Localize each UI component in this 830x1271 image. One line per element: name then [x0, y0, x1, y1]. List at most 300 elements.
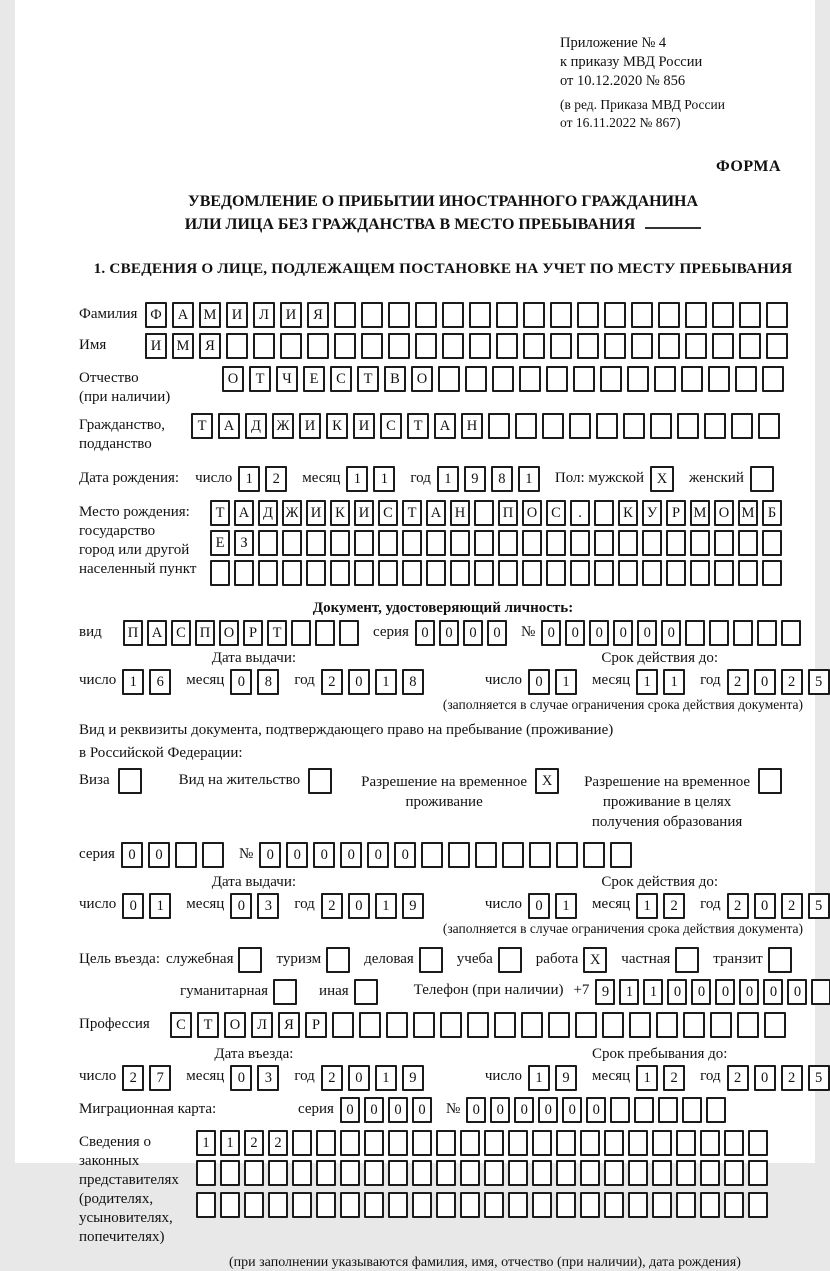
filled-cell[interactable]: Т: [197, 1012, 219, 1038]
empty-cell[interactable]: [220, 1192, 240, 1218]
filled-cell[interactable]: 1: [375, 669, 397, 695]
empty-cell[interactable]: [307, 333, 329, 359]
empty-cell[interactable]: [766, 302, 788, 328]
empty-cell[interactable]: [469, 302, 491, 328]
empty-cell[interactable]: [714, 560, 734, 586]
empty-cell[interactable]: [469, 333, 491, 359]
empty-cell[interactable]: [238, 947, 262, 973]
filled-cell[interactable]: 1: [643, 979, 663, 1005]
empty-cell[interactable]: [666, 530, 686, 556]
empty-cell[interactable]: [498, 947, 522, 973]
empty-cell[interactable]: [426, 560, 446, 586]
empty-cell[interactable]: [450, 560, 470, 586]
empty-cell[interactable]: [580, 1130, 600, 1156]
filled-cell[interactable]: С: [378, 500, 398, 526]
empty-cell[interactable]: [714, 530, 734, 556]
filled-cell[interactable]: 2: [321, 669, 343, 695]
filled-cell[interactable]: 0: [340, 1097, 360, 1123]
empty-cell[interactable]: [685, 620, 705, 646]
filled-cell[interactable]: 0: [754, 893, 776, 919]
checked-cell[interactable]: X: [583, 947, 607, 973]
empty-cell[interactable]: [426, 530, 446, 556]
filled-cell[interactable]: Ф: [145, 302, 167, 328]
filled-cell[interactable]: 0: [661, 620, 681, 646]
empty-cell[interactable]: [460, 1130, 480, 1156]
empty-cell[interactable]: [498, 560, 518, 586]
empty-cell[interactable]: [118, 768, 142, 794]
empty-cell[interactable]: [573, 366, 595, 392]
empty-cell[interactable]: [604, 1160, 624, 1186]
empty-cell[interactable]: [618, 560, 638, 586]
filled-cell[interactable]: 2: [663, 893, 685, 919]
filled-cell[interactable]: 0: [667, 979, 687, 1005]
filled-cell[interactable]: Р: [305, 1012, 327, 1038]
empty-cell[interactable]: [308, 768, 332, 794]
empty-cell[interactable]: [258, 560, 278, 586]
filled-cell[interactable]: 1: [238, 466, 260, 492]
empty-cell[interactable]: [306, 530, 326, 556]
empty-cell[interactable]: [596, 413, 618, 439]
filled-cell[interactable]: 0: [715, 979, 735, 1005]
empty-cell[interactable]: [484, 1160, 504, 1186]
filled-cell[interactable]: Т: [191, 413, 213, 439]
filled-cell[interactable]: Р: [243, 620, 263, 646]
filled-cell[interactable]: 1: [122, 669, 144, 695]
filled-cell[interactable]: М: [199, 302, 221, 328]
filled-cell[interactable]: 0: [739, 979, 759, 1005]
filled-cell[interactable]: 0: [286, 842, 308, 868]
empty-cell[interactable]: [519, 366, 541, 392]
filled-cell[interactable]: А: [434, 413, 456, 439]
empty-cell[interactable]: [359, 1012, 381, 1038]
empty-cell[interactable]: [685, 333, 707, 359]
filled-cell[interactable]: 0: [763, 979, 783, 1005]
empty-cell[interactable]: [556, 1192, 576, 1218]
empty-cell[interactable]: [465, 366, 487, 392]
empty-cell[interactable]: [175, 842, 197, 868]
empty-cell[interactable]: [748, 1192, 768, 1218]
empty-cell[interactable]: [666, 560, 686, 586]
filled-cell[interactable]: К: [330, 500, 350, 526]
empty-cell[interactable]: [361, 333, 383, 359]
filled-cell[interactable]: 0: [121, 842, 143, 868]
filled-cell[interactable]: 2: [268, 1130, 288, 1156]
empty-cell[interactable]: [402, 530, 422, 556]
empty-cell[interactable]: [268, 1160, 288, 1186]
filled-cell[interactable]: Ж: [272, 413, 294, 439]
empty-cell[interactable]: [412, 1192, 432, 1218]
filled-cell[interactable]: 8: [402, 669, 424, 695]
filled-cell[interactable]: У: [642, 500, 662, 526]
empty-cell[interactable]: [642, 560, 662, 586]
filled-cell[interactable]: 0: [487, 620, 507, 646]
empty-cell[interactable]: [210, 560, 230, 586]
empty-cell[interactable]: [594, 560, 614, 586]
filled-cell[interactable]: 1: [636, 669, 658, 695]
filled-cell[interactable]: А: [172, 302, 194, 328]
filled-cell[interactable]: 0: [528, 893, 550, 919]
empty-cell[interactable]: [326, 947, 350, 973]
filled-cell[interactable]: 0: [394, 842, 416, 868]
empty-cell[interactable]: [291, 620, 311, 646]
empty-cell[interactable]: [594, 500, 614, 526]
empty-cell[interactable]: [757, 620, 777, 646]
empty-cell[interactable]: [628, 1160, 648, 1186]
filled-cell[interactable]: 1: [375, 893, 397, 919]
filled-cell[interactable]: 0: [415, 620, 435, 646]
filled-cell[interactable]: О: [522, 500, 542, 526]
filled-cell[interactable]: 0: [388, 1097, 408, 1123]
empty-cell[interactable]: [690, 560, 710, 586]
filled-cell[interactable]: 0: [754, 669, 776, 695]
empty-cell[interactable]: [546, 530, 566, 556]
empty-cell[interactable]: [758, 413, 780, 439]
filled-cell[interactable]: Т: [249, 366, 271, 392]
empty-cell[interactable]: [522, 560, 542, 586]
empty-cell[interactable]: [244, 1192, 264, 1218]
filled-cell[interactable]: А: [234, 500, 254, 526]
filled-cell[interactable]: 0: [613, 620, 633, 646]
filled-cell[interactable]: Н: [450, 500, 470, 526]
empty-cell[interactable]: [340, 1160, 360, 1186]
filled-cell[interactable]: 1: [220, 1130, 240, 1156]
empty-cell[interactable]: [556, 1160, 576, 1186]
filled-cell[interactable]: М: [690, 500, 710, 526]
filled-cell[interactable]: 0: [490, 1097, 510, 1123]
empty-cell[interactable]: [656, 1012, 678, 1038]
filled-cell[interactable]: Т: [357, 366, 379, 392]
filled-cell[interactable]: 0: [463, 620, 483, 646]
empty-cell[interactable]: [731, 413, 753, 439]
filled-cell[interactable]: 0: [541, 620, 561, 646]
empty-cell[interactable]: [364, 1130, 384, 1156]
checked-cell[interactable]: X: [650, 466, 674, 492]
empty-cell[interactable]: [282, 530, 302, 556]
empty-cell[interactable]: [532, 1130, 552, 1156]
filled-cell[interactable]: 5: [808, 893, 830, 919]
empty-cell[interactable]: [604, 1130, 624, 1156]
empty-cell[interactable]: [438, 366, 460, 392]
empty-cell[interactable]: [739, 302, 761, 328]
filled-cell[interactable]: 1: [663, 669, 685, 695]
filled-cell[interactable]: Р: [666, 500, 686, 526]
filled-cell[interactable]: 2: [122, 1065, 144, 1091]
empty-cell[interactable]: [334, 333, 356, 359]
empty-cell[interactable]: [388, 1130, 408, 1156]
empty-cell[interactable]: [610, 842, 632, 868]
empty-cell[interactable]: [628, 1192, 648, 1218]
empty-cell[interactable]: [280, 333, 302, 359]
empty-cell[interactable]: [488, 413, 510, 439]
filled-cell[interactable]: 0: [528, 669, 550, 695]
filled-cell[interactable]: 5: [808, 1065, 830, 1091]
empty-cell[interactable]: [658, 333, 680, 359]
empty-cell[interactable]: [496, 302, 518, 328]
empty-cell[interactable]: [748, 1130, 768, 1156]
filled-cell[interactable]: 0: [259, 842, 281, 868]
filled-cell[interactable]: 1: [149, 893, 171, 919]
filled-cell[interactable]: 0: [514, 1097, 534, 1123]
empty-cell[interactable]: [739, 333, 761, 359]
empty-cell[interactable]: [292, 1130, 312, 1156]
empty-cell[interactable]: [570, 530, 590, 556]
filled-cell[interactable]: 0: [637, 620, 657, 646]
filled-cell[interactable]: 9: [464, 466, 486, 492]
filled-cell[interactable]: 0: [787, 979, 807, 1005]
empty-cell[interactable]: [361, 302, 383, 328]
empty-cell[interactable]: [675, 947, 699, 973]
empty-cell[interactable]: [467, 1012, 489, 1038]
filled-cell[interactable]: 1: [375, 1065, 397, 1091]
empty-cell[interactable]: [508, 1160, 528, 1186]
filled-cell[interactable]: 1: [518, 466, 540, 492]
empty-cell[interactable]: [738, 530, 758, 556]
filled-cell[interactable]: Ч: [276, 366, 298, 392]
empty-cell[interactable]: [340, 1192, 360, 1218]
empty-cell[interactable]: [436, 1130, 456, 1156]
filled-cell[interactable]: 2: [321, 893, 343, 919]
empty-cell[interactable]: [412, 1130, 432, 1156]
empty-cell[interactable]: [577, 302, 599, 328]
empty-cell[interactable]: [315, 620, 335, 646]
empty-cell[interactable]: [737, 1012, 759, 1038]
filled-cell[interactable]: 1: [636, 1065, 658, 1091]
filled-cell[interactable]: Я: [278, 1012, 300, 1038]
filled-cell[interactable]: Т: [402, 500, 422, 526]
empty-cell[interactable]: [604, 302, 626, 328]
empty-cell[interactable]: [268, 1192, 288, 1218]
filled-cell[interactable]: 9: [595, 979, 615, 1005]
filled-cell[interactable]: И: [145, 333, 167, 359]
filled-cell[interactable]: 0: [538, 1097, 558, 1123]
empty-cell[interactable]: [522, 530, 542, 556]
empty-cell[interactable]: [575, 1012, 597, 1038]
filled-cell[interactable]: Б: [762, 500, 782, 526]
empty-cell[interactable]: [583, 842, 605, 868]
checked-cell[interactable]: X: [535, 768, 559, 794]
empty-cell[interactable]: [700, 1192, 720, 1218]
filled-cell[interactable]: И: [226, 302, 248, 328]
filled-cell[interactable]: Л: [253, 302, 275, 328]
empty-cell[interactable]: [502, 842, 524, 868]
filled-cell[interactable]: 2: [727, 1065, 749, 1091]
filled-cell[interactable]: З: [234, 530, 254, 556]
empty-cell[interactable]: [340, 1130, 360, 1156]
filled-cell[interactable]: Е: [303, 366, 325, 392]
empty-cell[interactable]: [532, 1192, 552, 1218]
empty-cell[interactable]: [580, 1160, 600, 1186]
filled-cell[interactable]: О: [219, 620, 239, 646]
empty-cell[interactable]: [706, 1097, 726, 1123]
empty-cell[interactable]: [258, 530, 278, 556]
empty-cell[interactable]: [631, 333, 653, 359]
filled-cell[interactable]: О: [222, 366, 244, 392]
filled-cell[interactable]: 0: [364, 1097, 384, 1123]
empty-cell[interactable]: [226, 333, 248, 359]
filled-cell[interactable]: К: [326, 413, 348, 439]
filled-cell[interactable]: 0: [340, 842, 362, 868]
empty-cell[interactable]: [618, 530, 638, 556]
filled-cell[interactable]: 0: [439, 620, 459, 646]
empty-cell[interactable]: [652, 1192, 672, 1218]
empty-cell[interactable]: [306, 560, 326, 586]
empty-cell[interactable]: [202, 842, 224, 868]
empty-cell[interactable]: [724, 1160, 744, 1186]
filled-cell[interactable]: 2: [244, 1130, 264, 1156]
filled-cell[interactable]: 0: [565, 620, 585, 646]
empty-cell[interactable]: [412, 1160, 432, 1186]
filled-cell[interactable]: 2: [663, 1065, 685, 1091]
empty-cell[interactable]: [690, 530, 710, 556]
empty-cell[interactable]: [623, 413, 645, 439]
empty-cell[interactable]: [419, 947, 443, 973]
empty-cell[interactable]: [548, 1012, 570, 1038]
filled-cell[interactable]: 0: [466, 1097, 486, 1123]
filled-cell[interactable]: Д: [245, 413, 267, 439]
filled-cell[interactable]: С: [380, 413, 402, 439]
empty-cell[interactable]: [594, 530, 614, 556]
empty-cell[interactable]: [388, 333, 410, 359]
empty-cell[interactable]: [316, 1192, 336, 1218]
empty-cell[interactable]: [330, 560, 350, 586]
filled-cell[interactable]: 0: [230, 669, 252, 695]
filled-cell[interactable]: 0: [348, 669, 370, 695]
filled-cell[interactable]: А: [147, 620, 167, 646]
empty-cell[interactable]: [460, 1192, 480, 1218]
filled-cell[interactable]: 2: [781, 893, 803, 919]
filled-cell[interactable]: Я: [199, 333, 221, 359]
filled-cell[interactable]: 7: [149, 1065, 171, 1091]
filled-cell[interactable]: 2: [781, 669, 803, 695]
filled-cell[interactable]: О: [224, 1012, 246, 1038]
empty-cell[interactable]: [442, 333, 464, 359]
filled-cell[interactable]: Т: [210, 500, 230, 526]
filled-cell[interactable]: 2: [321, 1065, 343, 1091]
filled-cell[interactable]: 0: [586, 1097, 606, 1123]
empty-cell[interactable]: [781, 620, 801, 646]
empty-cell[interactable]: [652, 1130, 672, 1156]
filled-cell[interactable]: 0: [313, 842, 335, 868]
empty-cell[interactable]: [515, 413, 537, 439]
filled-cell[interactable]: А: [426, 500, 446, 526]
empty-cell[interactable]: [602, 1012, 624, 1038]
empty-cell[interactable]: [474, 500, 494, 526]
empty-cell[interactable]: [600, 366, 622, 392]
empty-cell[interactable]: [758, 768, 782, 794]
filled-cell[interactable]: И: [306, 500, 326, 526]
empty-cell[interactable]: [683, 1012, 705, 1038]
empty-cell[interactable]: [508, 1130, 528, 1156]
empty-cell[interactable]: [764, 1012, 786, 1038]
empty-cell[interactable]: [738, 560, 758, 586]
empty-cell[interactable]: [762, 560, 782, 586]
empty-cell[interactable]: [762, 530, 782, 556]
empty-cell[interactable]: [523, 302, 545, 328]
empty-cell[interactable]: [334, 302, 356, 328]
empty-cell[interactable]: [354, 979, 378, 1005]
filled-cell[interactable]: 1: [636, 893, 658, 919]
filled-cell[interactable]: С: [330, 366, 352, 392]
filled-cell[interactable]: К: [618, 500, 638, 526]
empty-cell[interactable]: [628, 1130, 648, 1156]
empty-cell[interactable]: [388, 1160, 408, 1186]
empty-cell[interactable]: [677, 413, 699, 439]
filled-cell[interactable]: О: [411, 366, 433, 392]
filled-cell[interactable]: 2: [727, 669, 749, 695]
empty-cell[interactable]: [556, 1130, 576, 1156]
empty-cell[interactable]: [532, 1160, 552, 1186]
filled-cell[interactable]: 1: [528, 1065, 550, 1091]
empty-cell[interactable]: [330, 530, 350, 556]
empty-cell[interactable]: [634, 1097, 654, 1123]
empty-cell[interactable]: [496, 333, 518, 359]
empty-cell[interactable]: [658, 1097, 678, 1123]
empty-cell[interactable]: [484, 1192, 504, 1218]
empty-cell[interactable]: [273, 979, 297, 1005]
empty-cell[interactable]: [244, 1160, 264, 1186]
empty-cell[interactable]: [354, 530, 374, 556]
empty-cell[interactable]: [413, 1012, 435, 1038]
empty-cell[interactable]: [748, 1160, 768, 1186]
empty-cell[interactable]: [474, 530, 494, 556]
filled-cell[interactable]: Я: [307, 302, 329, 328]
empty-cell[interactable]: [604, 333, 626, 359]
empty-cell[interactable]: [762, 366, 784, 392]
filled-cell[interactable]: О: [714, 500, 734, 526]
empty-cell[interactable]: [658, 302, 680, 328]
empty-cell[interactable]: [712, 302, 734, 328]
filled-cell[interactable]: 0: [348, 893, 370, 919]
empty-cell[interactable]: [484, 1130, 504, 1156]
empty-cell[interactable]: [498, 530, 518, 556]
filled-cell[interactable]: Л: [251, 1012, 273, 1038]
filled-cell[interactable]: 0: [754, 1065, 776, 1091]
filled-cell[interactable]: С: [171, 620, 191, 646]
filled-cell[interactable]: П: [498, 500, 518, 526]
empty-cell[interactable]: [529, 842, 551, 868]
empty-cell[interactable]: [676, 1192, 696, 1218]
empty-cell[interactable]: [766, 333, 788, 359]
empty-cell[interactable]: [650, 413, 672, 439]
empty-cell[interactable]: [386, 1012, 408, 1038]
empty-cell[interactable]: [460, 1160, 480, 1186]
filled-cell[interactable]: 0: [348, 1065, 370, 1091]
empty-cell[interactable]: [768, 947, 792, 973]
filled-cell[interactable]: 1: [373, 466, 395, 492]
empty-cell[interactable]: [282, 560, 302, 586]
empty-cell[interactable]: [682, 1097, 702, 1123]
empty-cell[interactable]: [676, 1130, 696, 1156]
empty-cell[interactable]: [196, 1192, 216, 1218]
filled-cell[interactable]: 9: [402, 1065, 424, 1091]
empty-cell[interactable]: [681, 366, 703, 392]
filled-cell[interactable]: 1: [555, 893, 577, 919]
filled-cell[interactable]: С: [546, 500, 566, 526]
filled-cell[interactable]: 2: [781, 1065, 803, 1091]
empty-cell[interactable]: [627, 366, 649, 392]
filled-cell[interactable]: 3: [257, 893, 279, 919]
filled-cell[interactable]: М: [738, 500, 758, 526]
filled-cell[interactable]: В: [384, 366, 406, 392]
filled-cell[interactable]: 1: [555, 669, 577, 695]
filled-cell[interactable]: 8: [491, 466, 513, 492]
filled-cell[interactable]: 1: [437, 466, 459, 492]
empty-cell[interactable]: [542, 413, 564, 439]
empty-cell[interactable]: [654, 366, 676, 392]
empty-cell[interactable]: [388, 1192, 408, 1218]
filled-cell[interactable]: И: [354, 500, 374, 526]
empty-cell[interactable]: [474, 560, 494, 586]
